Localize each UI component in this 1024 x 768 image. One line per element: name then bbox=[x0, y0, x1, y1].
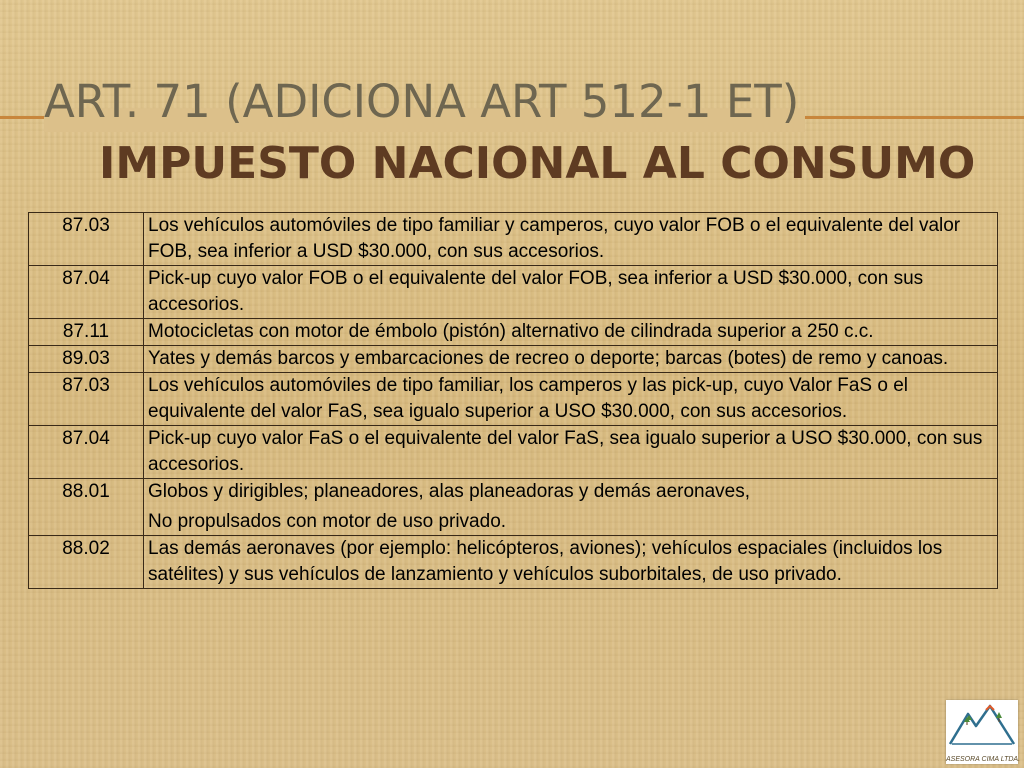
tariff-code: 87.04 bbox=[29, 426, 144, 479]
table-row bbox=[29, 319, 998, 346]
tariff-description-extra: No propulsados con motor de uso privado. bbox=[148, 511, 507, 532]
tariff-description: Las demás aeronaves (por ejemplo: helicópteros, aviones); vehículos espaciales (incluidos los satélites) y sus vehículos de lanzamiento y vehículos suborbitales, de uso privado. bbox=[144, 536, 998, 589]
logo-text: ASESORA CIMA LTDA. bbox=[946, 756, 1021, 763]
tariff-description: Motocicletas con motor de émbolo (pistón) alternativo de cilindrada superior a 250 c.c. bbox=[144, 319, 998, 346]
tariff-code: 87.03 bbox=[29, 373, 144, 426]
tariff-description: Yates y demás barcos y embarcaciones de recreo o deporte; barcas (botes) de remo y canoas. bbox=[144, 346, 998, 373]
tariff-description-cell bbox=[144, 479, 998, 536]
mountain-logo-icon bbox=[946, 700, 1018, 754]
table-row bbox=[29, 426, 998, 479]
table-row bbox=[29, 536, 998, 589]
tariff-code: 88.01 bbox=[29, 479, 144, 536]
company-logo bbox=[946, 700, 1021, 764]
tariff-code: 89.03 bbox=[29, 346, 144, 373]
tariff-description: Globos y dirigibles; planeadores, alas planeadoras y demás aeronaves, bbox=[148, 481, 751, 502]
table-row bbox=[29, 346, 998, 373]
table-row bbox=[29, 373, 998, 426]
page-title: ART. 71 (ADICIONA ART 512-1 ET) bbox=[44, 72, 805, 132]
tariff-table bbox=[28, 212, 998, 589]
tariff-description: Pick-up cuyo valor FOB o el equivalente del valor FOB, sea inferior a USD $30.000, con sus accesorios. bbox=[144, 266, 998, 319]
tariff-description: Los vehículos automóviles de tipo familiar, los camperos y las pick-up, cuyo Valor FaS o el equivalente del valor FaS, sea igualo superior a USO $30.000, con sus accesorios. bbox=[144, 373, 998, 426]
tariff-description: Los vehículos automóviles de tipo familiar y camperos, cuyo valor FOB o el equivalente del valor FOB, sea inferior a USD $30.000, con sus accesorios. bbox=[144, 213, 998, 266]
table-row bbox=[29, 479, 998, 536]
table-row bbox=[29, 266, 998, 319]
table-row bbox=[29, 213, 998, 266]
tariff-code: 87.03 bbox=[29, 213, 144, 266]
page-subtitle: IMPUESTO NACIONAL AL CONSUMO bbox=[99, 138, 976, 189]
tariff-code: 87.04 bbox=[29, 266, 144, 319]
tariff-code: 88.02 bbox=[29, 536, 144, 589]
tariff-code: 87.11 bbox=[29, 319, 144, 346]
tariff-description: Pick-up cuyo valor FaS o el equivalente del valor FaS, sea igualo superior a USO $30.000, con sus accesorios. bbox=[144, 426, 998, 479]
